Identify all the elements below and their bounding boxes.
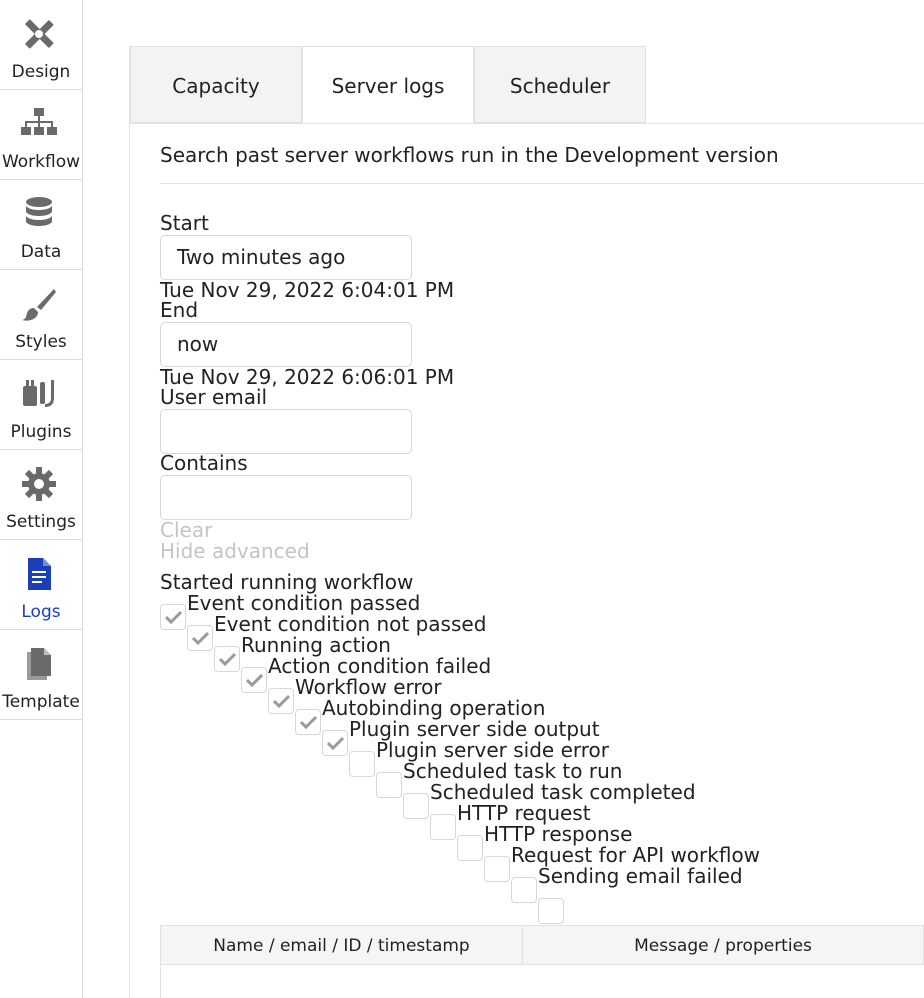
checkmark-icon	[192, 631, 209, 645]
sidebar-item-label: Styles	[15, 332, 67, 352]
search-description: Search past server workflows run in the Development version	[160, 143, 779, 167]
filter-checkbox[interactable]	[160, 604, 186, 630]
end-label: End	[160, 298, 199, 322]
filter-checkbox[interactable]	[241, 667, 267, 693]
logs-table-header	[160, 925, 924, 965]
database-icon	[21, 196, 57, 232]
divider	[160, 183, 924, 184]
column-header-message[interactable]: Message / properties	[634, 936, 812, 956]
checkmark-icon	[273, 694, 290, 708]
hide-advanced-button[interactable]: Hide advanced	[160, 539, 310, 563]
filter-checkbox[interactable]	[430, 814, 456, 840]
sidebar-item-settings[interactable]	[0, 450, 82, 540]
sidebar-item-plugins[interactable]	[0, 360, 82, 450]
tab-server-logs[interactable]: Server logs	[302, 46, 474, 123]
user-email-label: User email	[160, 385, 268, 409]
filter-checkbox[interactable]	[403, 793, 429, 819]
filter-option-label: HTTP request	[457, 801, 591, 825]
filter-checkbox[interactable]	[349, 751, 375, 777]
document-icon	[21, 556, 57, 592]
sidebar-item-label: Settings	[6, 512, 76, 532]
filter-option-label: Scheduled task to run	[403, 759, 623, 783]
sidebar-item-data[interactable]	[0, 180, 82, 270]
sidebar-item-styles[interactable]	[0, 270, 82, 360]
sidebar-item-label: Design	[11, 62, 71, 82]
design-icon	[21, 16, 57, 52]
filter-checkbox[interactable]	[187, 625, 213, 651]
filter-checkbox[interactable]	[457, 835, 483, 861]
sidebar-item-label: Data	[20, 242, 62, 262]
workflow-icon	[21, 106, 57, 142]
filter-checkbox[interactable]	[268, 688, 294, 714]
filter-option-label: Plugin server side output	[349, 717, 600, 741]
filter-checkbox[interactable]	[376, 772, 402, 798]
filter-option-label: HTTP response	[484, 822, 633, 846]
filter-option-label: Request for API workflow	[511, 843, 761, 867]
sidebar-item-design[interactable]	[0, 0, 82, 90]
user-email-input[interactable]	[160, 409, 412, 454]
sidebar-item-label: Workflow	[1, 152, 81, 172]
filter-checkbox[interactable]	[295, 709, 321, 735]
brush-icon	[21, 286, 57, 322]
filter-option-label: Event condition passed	[187, 591, 421, 615]
checkmark-icon	[300, 715, 317, 729]
end-input[interactable]: now	[160, 322, 412, 367]
gear-icon	[21, 466, 57, 502]
sidebar-item-template[interactable]	[0, 630, 82, 720]
sidebar	[0, 0, 83, 998]
sidebar-item-label: Template	[2, 692, 80, 712]
filter-checkbox[interactable]	[322, 730, 348, 756]
filter-option-label: Sending email failed	[538, 864, 743, 888]
template-icon	[21, 646, 57, 682]
filter-option-label: Autobinding operation	[322, 696, 546, 720]
filter-option-label: Workflow error	[295, 675, 442, 699]
filter-checkbox[interactable]	[538, 898, 564, 924]
filter-checkbox[interactable]	[214, 646, 240, 672]
start-label: Start	[160, 211, 209, 235]
filter-option-label: Running action	[241, 633, 391, 657]
checkmark-icon	[327, 736, 344, 750]
filter-option-label: Event condition not passed	[214, 612, 487, 636]
checkmark-icon	[165, 610, 182, 624]
checkmark-icon	[219, 652, 236, 666]
start-resolved-date: Tue Nov 29, 2022 6:04:01 PM	[160, 278, 455, 302]
filter-option-label: Plugin server side error	[376, 738, 609, 762]
tab-capacity[interactable]: Capacity	[130, 46, 302, 123]
column-header-name[interactable]: Name / email / ID / timestamp	[213, 936, 470, 956]
contains-label: Contains	[160, 451, 248, 475]
contains-input[interactable]	[160, 475, 412, 520]
tab-bar	[130, 46, 924, 124]
sidebar-item-workflow[interactable]	[0, 90, 82, 180]
start-input[interactable]: Two minutes ago	[160, 235, 412, 280]
sidebar-item-label: Plugins	[10, 422, 72, 442]
end-resolved-date: Tue Nov 29, 2022 6:06:01 PM	[160, 365, 455, 389]
filter-checkbox[interactable]	[511, 877, 537, 903]
sidebar-item-label: Logs	[21, 602, 61, 622]
plug-icon	[21, 376, 57, 412]
filter-checkbox[interactable]	[484, 856, 510, 882]
filter-option-label: Scheduled task completed	[430, 780, 696, 804]
filter-option-label: Action condition failed	[268, 654, 492, 678]
clear-button[interactable]: Clear	[160, 518, 213, 542]
filter-heading: Started running workflow	[160, 570, 414, 594]
checkmark-icon	[246, 673, 263, 687]
logs-table-body	[160, 964, 924, 998]
sidebar-item-logs[interactable]	[0, 540, 82, 630]
tab-scheduler[interactable]: Scheduler	[474, 46, 646, 123]
